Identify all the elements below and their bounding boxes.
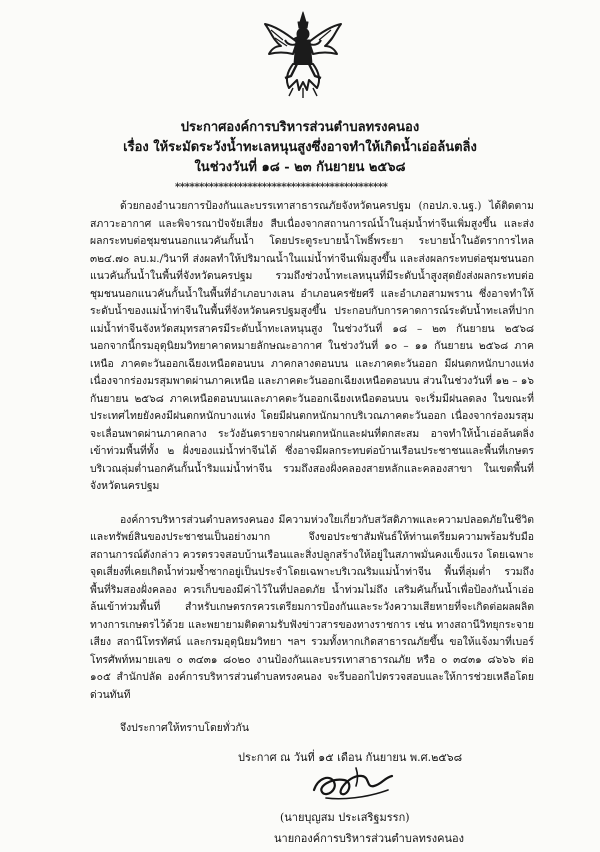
- signer-title: นายกองค์การบริหารส่วนตำบลทรงคนอง: [274, 832, 464, 845]
- paragraph-situation: ด้วยกองอำนวยการป้องกันและบรรเทาสาธารณภัยจังหวัดนครปฐม (กอปภ.จ.นฐ.) ได้ติดตามสภาวะอากาศ และพิจารณาปัจจัยเสี่ยง สืบเนื่องจากสถานการณ์น้ำในลุ่มน้ำท่าจีนเพิ่มสูงขึ้น และส่งผลกระทบต่อชุมชนนอกแนวคันกั้นน้ำ โดยประตูระบายน้ำโพธิ์พระยา ระบายน้ำในอัตราการไหล ๓๒๔.๗๐ ลบ.ม./วินาที ส่งผลทำให้ปริมาณน้ำในแม่น้ำท่าจีนเพิ่มสูงขึ้น และส่งผลกระทบต่อชุมชนนอกแนวคันกั้นน้ำในพื้นที่จังหวัดนครปฐม รวมถึงช่วงน้ำทะเลหนุนที่มีระดับน้ำสูงสุดยังส่งผลกระทบต่อชุมชนนอกแนวคันกั้นน้ำในพื้นที่อำเภอบางเลน อำเภอนครชัยศรี และอำเภอสามพราน ซึ่งอาจทำให้ระดับน้ำของแม่น้ำท่าจีนในพื้นที่จังหวัดนครปฐมสูงขึ้น ประกอบกับการคาดการณ์ระดับน้ำทะเลที่ปากแม่น้ำท่าจีนจังหวัดสมุทรสาครมีระดับน้ำทะเลหนุนสูง ในช่วงวันที่ ๑๘ – ๒๓ กันยายน ๒๕๖๘ นอกจากนี้กรมอุตุนิยมวิทยาคาดหมายลักษณะอากาศ ในช่วงวันที่ ๑๐ – ๑๑ กันยายน ๒๕๖๘ ภาคเหนือ ภาคตะวันออกเฉียงเหนือตอนบน ภาคกลางตอนบน และภาคตะวันออก มีฝนตกหนักบางแห่ง เนื่องจากร่องมรสุมพาดผ่านภาคเหนือ และภาคตะวันออกเฉียงเหนือตอนบน ส่วนในช่วงวันที่ ๑๒ – ๑๖ กันยายน ๒๕๖๘ ภาคเหนือตอนบนและภาคตะวันออกเฉียงเหนือตอนบน จะเริ่มมีฝนลดลง ในขณะที่ประเทศไทยยังคงมีฝนตกหนักบางแห่ง โดยมีฝนตกหนักมากบริเวณภาคตะวันออก เนื่องจากร่องมรสุม จะเลื่อนพาดผ่านภาคกลาง ระวังอันตรายจากฝนตกหนักและฝนที่ตกสะสม อาจทำให้น้ำเอ่อล้นตลิ่งเข้าท่วมพื้นที่ทั้ง ๒ ฝั่งของแม่น้ำท่าจีนได้ ซึ่งอาจมีผลกระทบต่อบ้านเรือนประชาชนและพื้นที่เกษตรบริเวณลุ่มต่ำนอกคันกั้นน้ำริมแม่น้ำท่าจีน รวมถึงสองฝั่งคลองสายหลักและคลองสาขา ในเขตพื้นที่จังหวัดนครปฐม: [90, 200, 534, 492]
- paragraph-advice: องค์การบริหารส่วนตำบลทรงคนอง มีความห่วงใยเกี่ยวกับสวัสดิภาพและความปลอดภัยในชีวิตและทรัพย์สินของประชาชนเป็นอย่างมาก จึงขอประชาสัมพันธ์ให้ท่านเตรียมความพร้อมรับมือสถานการณ์ดังกล่าว ควรตรวจสอบบ้านเรือนและสิ่งปลูกสร้างให้อยู่ในสภาพมั่นคงแข็งแรง โดยเฉพาะจุดเสี่ยงที่เคยเกิดน้ำท่วมซ้ำซากอยู่เป็นประจำโดยเฉพาะบริเวณริมแม่น้ำท่าจีน พื้นที่ลุ่มต่ำ รวมถึงพื้นที่ริมสองฝั่งคลอง ควรเก็บของมีค่าไว้ในที่ปลอดภัย น้ำท่วมไม่ถึง เสริมคันกั้นน้ำเพื่อป้องกันน้ำเอ่อล้นเข้าท่วมพื้นที่ สำหรับเกษตรกรควรเตรียมการป้องกันและระวังความเสียหายที่จะเกิดต่อผลผลิตทางการเกษตรไว้ด้วย และพยายามติดตามรับฟังข่าวสารของทางราชการ เช่น ทางสถานีวิทยุกระจายเสียง สถานีโทรทัศน์ และกรมอุตุนิยมวิทยา ฯลฯ รวมทั้งหากเกิดสาธารณภัยขึ้น ขอให้แจ้งมาที่เบอร์โทรศัพท์หมายเลข ๐ ๓๔๓๑ ๘๐๒๐ งานป้องกันและบรรเทาสาธารณภัย หรือ ๐ ๓๔๓๑ ๘๖๖๖ ต่อ ๑๐๕ สำนักปลัด องค์การบริหารส่วนตำบลทรงคนอง จะรีบออกไปตรวจสอบและให้การช่วยเหลือโดยด่วนทันที: [90, 513, 534, 701]
- announcement-dateline: ประกาศ ณ วันที่ ๑๕ เดือน กันยายน พ.ศ.๒๕๖๘: [238, 751, 463, 764]
- announcement-period: ในช่วงวันที่ ๑๘ - ๒๓ กันยายน ๒๕๖๘: [194, 160, 406, 175]
- announcement-header: [0, 118, 600, 178]
- garuda-emblem: [263, 10, 343, 100]
- announcement-body: [90, 198, 534, 754]
- paragraph-closing: จึงประกาศให้ทราบโดยทั่วกัน: [120, 722, 249, 734]
- signer-name: (นายบุญสม ประเสริฐมรรก): [280, 811, 410, 824]
- signature: [296, 760, 406, 808]
- announcement-subject: เรื่อง ให้ระมัดระวังน้ำทะเลหนุนสูงซึ่งอาจทำให้เกิดน้ำเอ่อล้นตลิ่ง: [123, 140, 477, 155]
- star-divider: ********************************************: [175, 182, 388, 193]
- organization-title: ประกาศองค์การบริหารส่วนตำบลทรงคนอง: [180, 120, 420, 135]
